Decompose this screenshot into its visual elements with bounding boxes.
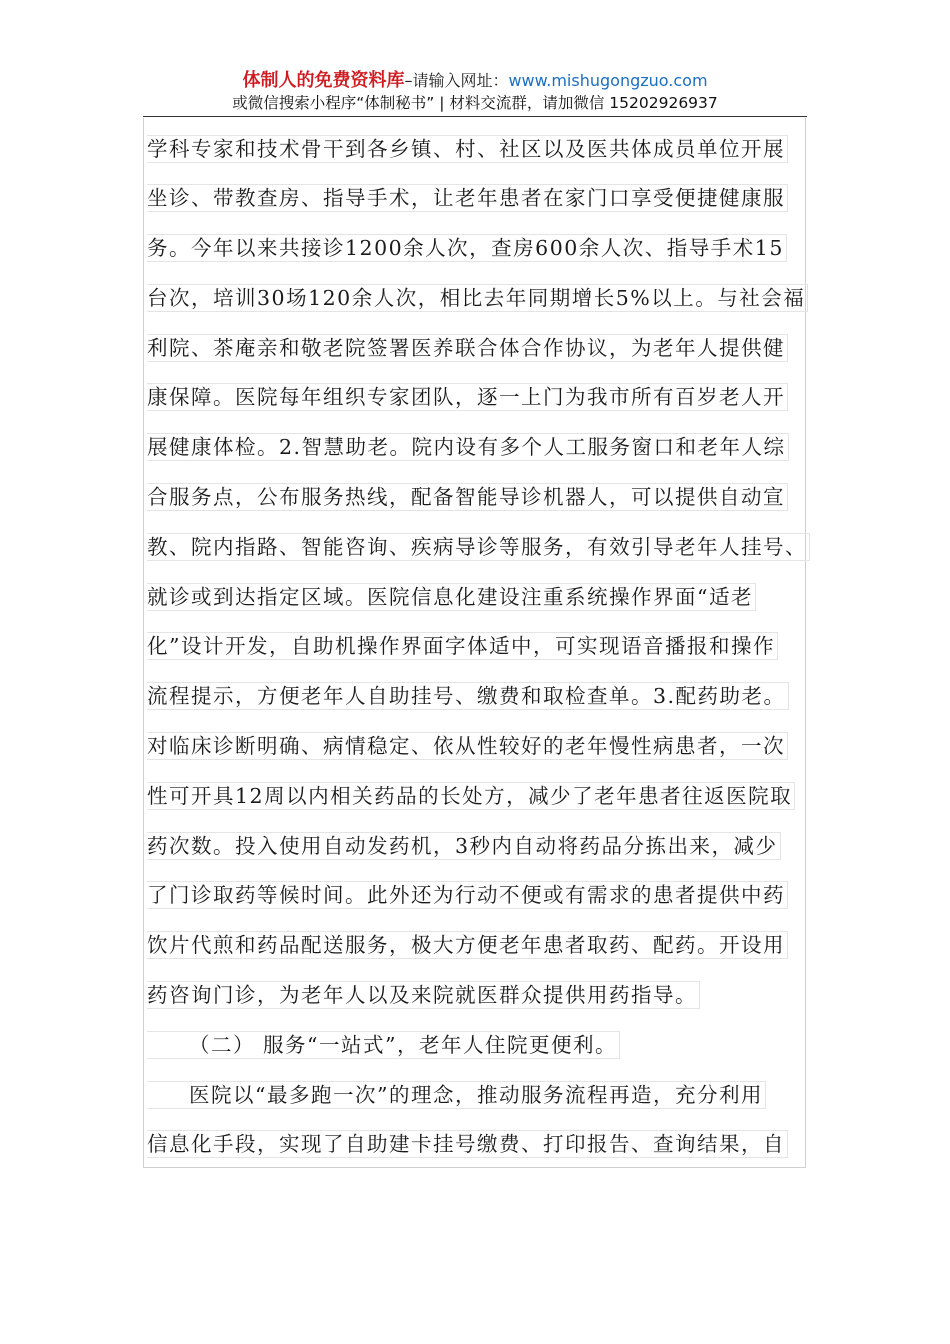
- text-line-content: 对临床诊断明确、病情稳定、依从性较好的老年慢性病患者，一次: [147, 732, 788, 760]
- header-brand: 体制人的免费资料库: [242, 70, 405, 91]
- text-line-content: 药咨询门诊，为老年人以及来院就医群众提供用药指导。: [147, 981, 700, 1009]
- section-heading-text: （二） 服务“一站式”，老年人住院更便利。: [147, 1031, 620, 1059]
- text-line-content: 信息化手段，实现了自助建卡挂号缴费、打印报告、查询结果，自: [147, 1130, 788, 1158]
- text-line: [147, 472, 827, 522]
- text-line-content: 康保障。医院每年组织专家团队，逐一上门为我市所有百岁老人开: [147, 383, 788, 411]
- text-line: [147, 173, 827, 223]
- text-line: [147, 223, 827, 273]
- text-line-content: 化”设计开发，自助机操作界面字体适中，可实现语音播报和操作: [147, 632, 778, 660]
- header-line-2: 或微信搜索小程序“体制秘书” | 材料交流群，请加微信 15202926937: [232, 94, 718, 112]
- text-line: [147, 1069, 827, 1119]
- text-line-content: 教、院内指路、智能咨询、疾病导诊等服务，有效引导老年人挂号、: [147, 533, 810, 561]
- header-divider: [143, 116, 807, 117]
- text-line-content: 台次，培训30场120余人次，相比去年同期增长5%以上。与社会福: [147, 284, 808, 312]
- header-prompt: –请输入网址：: [404, 71, 509, 90]
- text-line: [147, 671, 827, 721]
- text-line-content: 务。今年以来共接诊1200余人次，查房600余人次、指导手术15: [147, 234, 787, 262]
- text-line: [147, 820, 827, 870]
- text-line-content: 药次数。投入使用自动发药机，3秒内自动将药品分拣出来，减少: [147, 832, 781, 860]
- text-line-content: 利院、茶庵亲和敬老院签署医养联合体合作协议，为老年人提供健: [147, 334, 788, 362]
- text-line: [147, 920, 827, 970]
- text-line: [147, 770, 827, 820]
- header-line-1: [0, 70, 950, 92]
- text-line-content: 流程提示，方便老年人自助挂号、缴费和取检查单。3.配药助老。: [147, 682, 789, 710]
- text-line-content: 学科专家和技术骨干到各乡镇、村、社区以及医共体成员单位开展: [147, 135, 788, 163]
- page-header: [0, 70, 950, 114]
- text-line: [147, 422, 827, 472]
- text-line: [147, 970, 827, 1020]
- text-line-content: 医院以“最多跑一次”的理念，推动服务流程再造，充分利用: [147, 1081, 766, 1109]
- text-line-content: 了门诊取药等候时间。此外还为行动不便或有需求的患者提供中药: [147, 881, 788, 909]
- text-line: [147, 272, 827, 322]
- text-line-content: 展健康体检。2.智慧助老。院内设有多个人工服务窗口和老年人综: [147, 433, 789, 461]
- text-line-content: 饮片代煎和药品配送服务，极大方便老年患者取药、配药。开设用: [147, 931, 788, 959]
- text-line: [147, 521, 827, 571]
- text-line: [147, 721, 827, 771]
- text-line: [147, 621, 827, 671]
- text-line-content: 就诊或到达指定区域。医院信息化建设注重系统操作界面“适老: [147, 583, 756, 611]
- text-line: [147, 322, 827, 372]
- text-line: [147, 1119, 827, 1169]
- text-line-content: 性可开具12周以内相关药品的长处方，减少了老年患者往返医院取: [147, 782, 795, 810]
- text-line-content: 坐诊、带教查房、指导手术，让老年患者在家门口享受便捷健康服: [147, 184, 788, 212]
- text-line: [147, 372, 827, 422]
- text-line: [147, 870, 827, 920]
- text-line: [147, 571, 827, 621]
- body-text: [147, 123, 827, 1169]
- text-line: [147, 123, 827, 173]
- header-url-link[interactable]: www.mishugongzuo.com: [508, 71, 708, 90]
- text-line-content: 合服务点，公布服务热线，配备智能导诊机器人，可以提供自动宣: [147, 483, 788, 511]
- section-heading: [147, 1019, 827, 1069]
